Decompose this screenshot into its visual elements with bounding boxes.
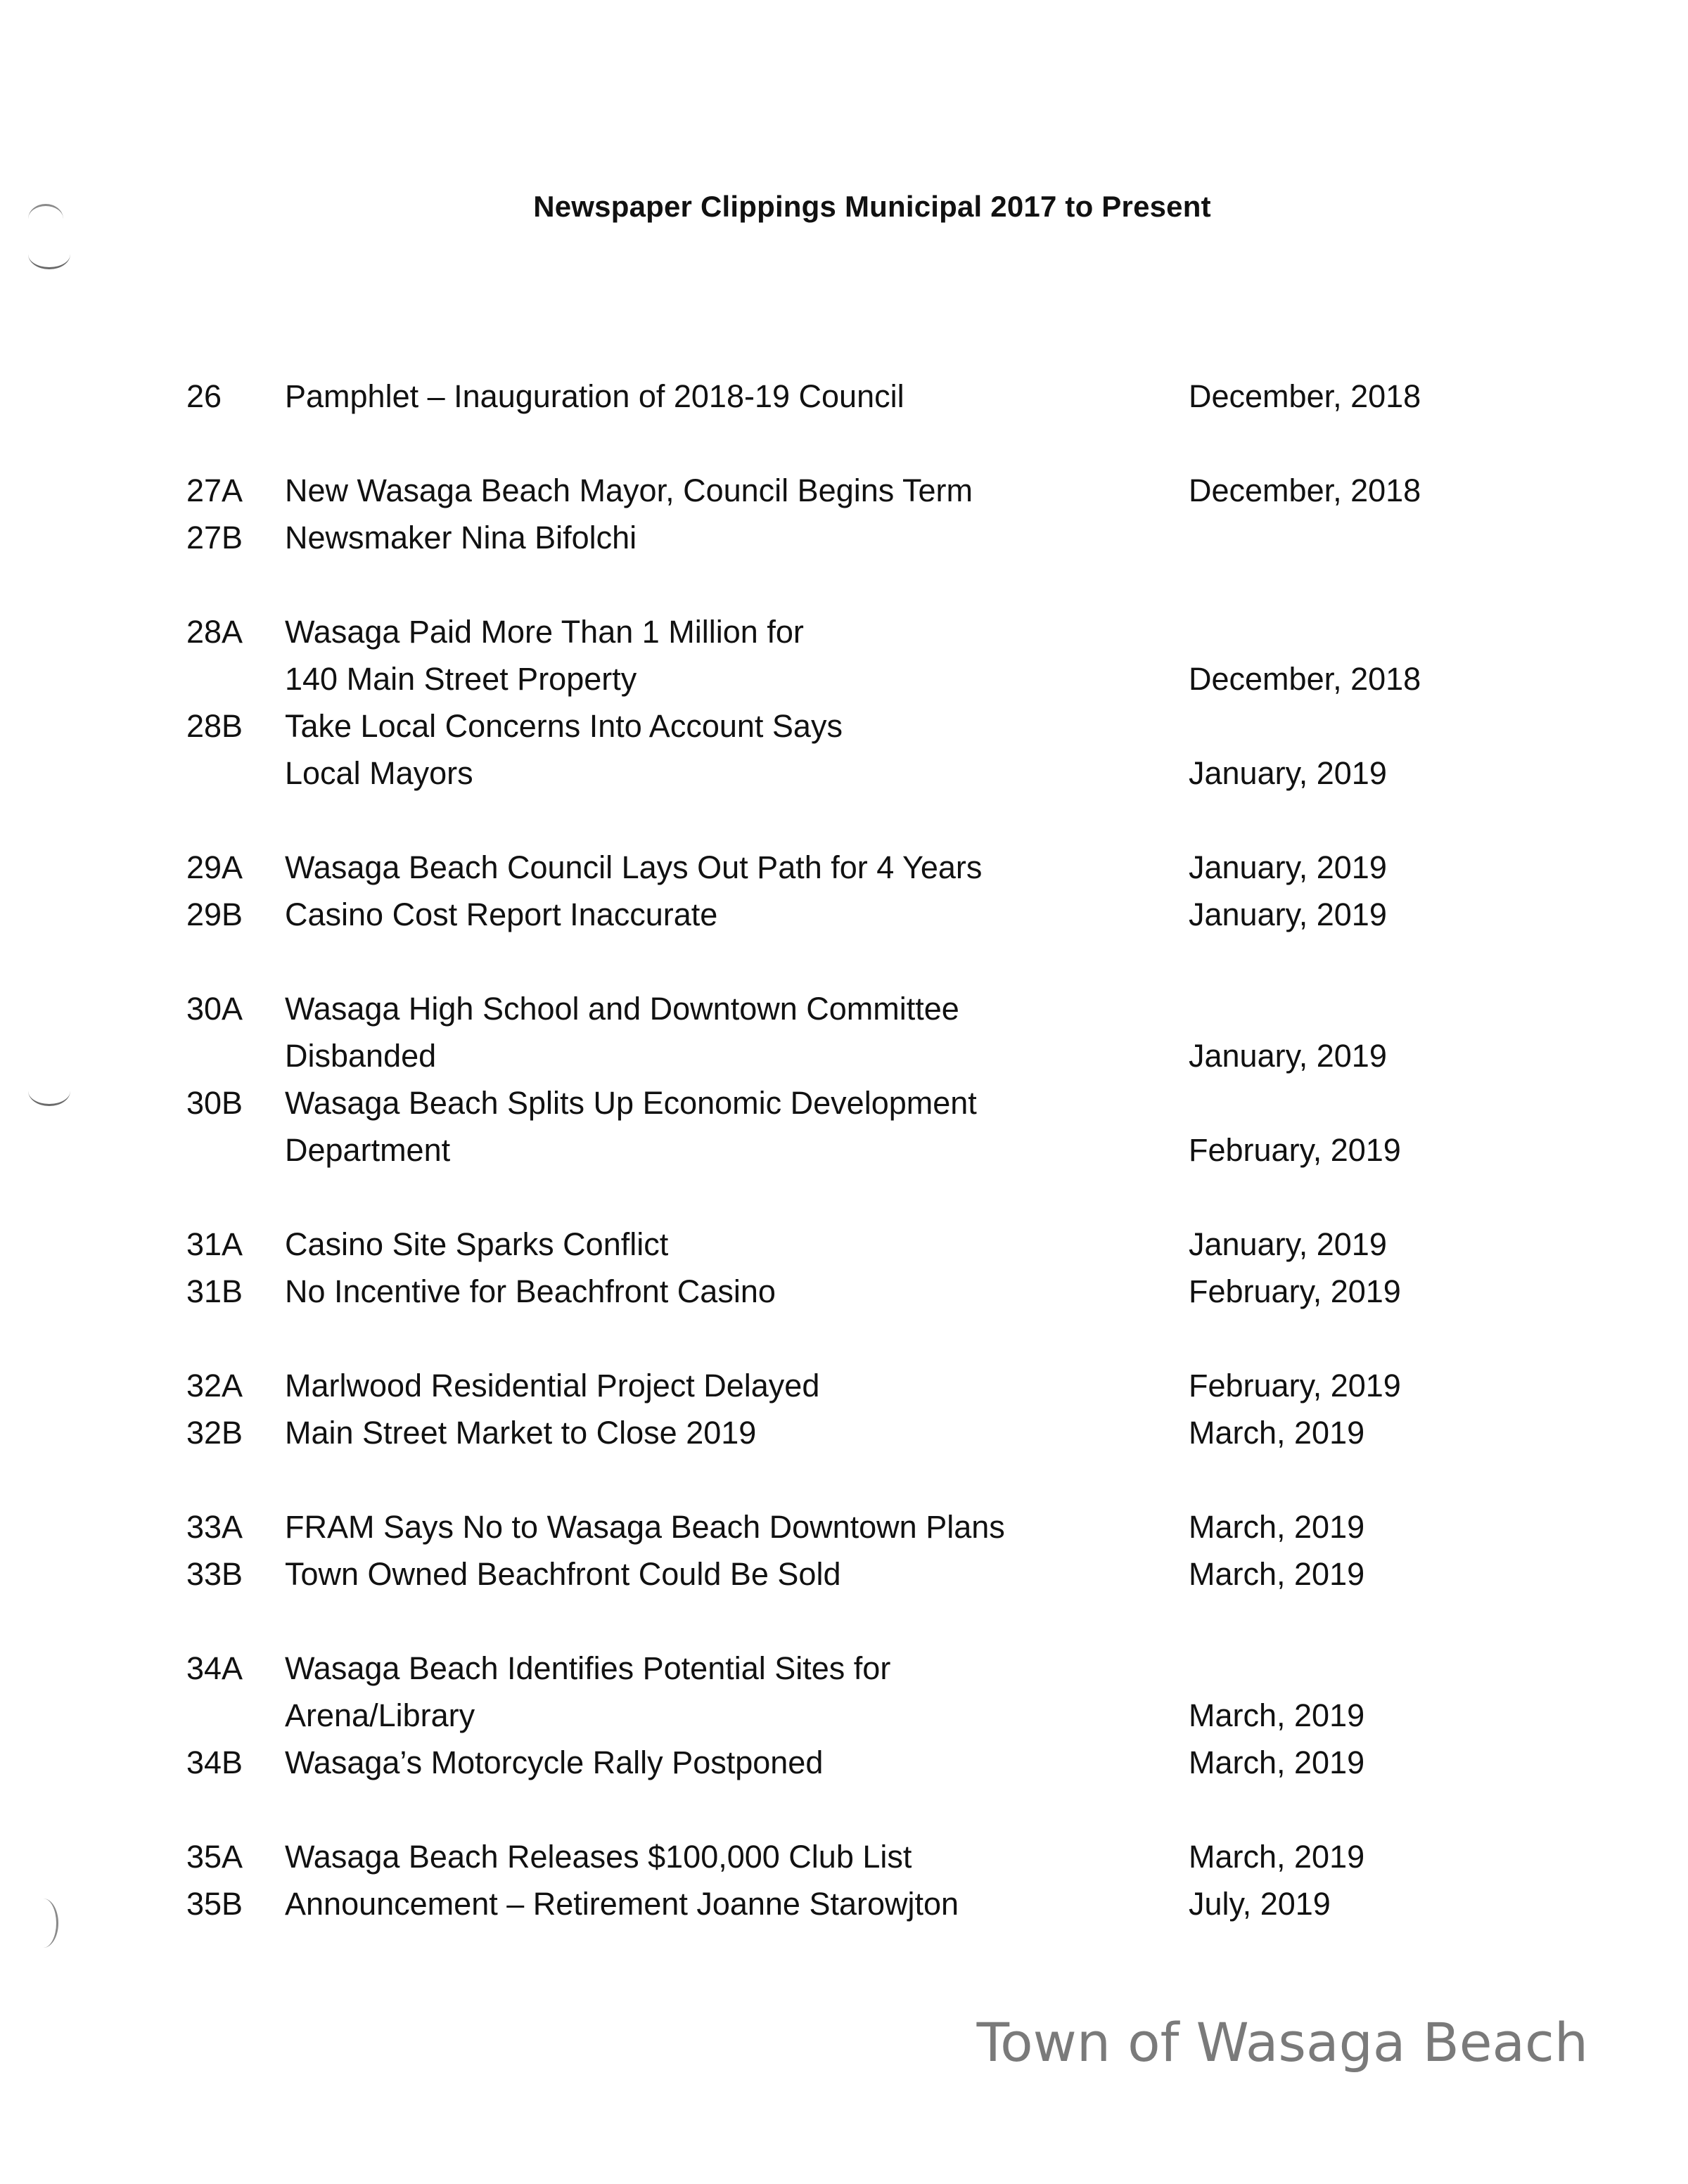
clipping-number: 33B [186,1556,243,1592]
clipping-number: 26 [186,378,222,414]
clipping-date: January, 2019 [1189,1038,1387,1074]
clipping-row [186,891,1452,938]
clipping-row [186,655,1452,702]
clipping-row [186,844,1452,891]
clipping-headline: 140 Main Street Property [285,661,637,697]
clipping-headline: Wasaga Beach Releases $100,000 Club List [285,1839,912,1875]
clipping-row [186,1362,1452,1409]
clipping-headline: FRAM Says No to Wasaga Beach Downtown Plans [285,1509,1005,1545]
clipping-number: 35A [186,1839,243,1875]
clipping-headline: New Wasaga Beach Mayor, Council Begins Term [285,473,973,508]
clipping-date: January, 2019 [1189,849,1387,885]
clipping-group [186,1362,1452,1456]
clipping-number: 29A [186,849,243,885]
clipping-date: February, 2019 [1189,1132,1401,1168]
clipping-row [186,1550,1452,1598]
clipping-date: March, 2019 [1189,1556,1365,1592]
clipping-number: 34A [186,1650,243,1686]
clipping-row [186,467,1452,514]
clipping-number: 28B [186,708,243,744]
clipping-group [186,608,1452,797]
clipping-row [186,1079,1452,1126]
clipping-headline: Announcement – Retirement Joanne Starowjton [285,1886,959,1922]
page-title: Newspaper Clippings Municipal 2017 to Present [533,190,1211,223]
clipping-row [186,1739,1452,1786]
clipping-headline: Wasaga High School and Downtown Committee [285,991,959,1027]
clipping-number: 32A [186,1368,243,1403]
clippings-list [186,373,1452,1974]
clipping-number: 27B [186,520,243,555]
clipping-headline: Marlwood Residential Project Delayed [285,1368,820,1403]
clipping-date: March, 2019 [1189,1839,1365,1875]
clipping-headline: No Incentive for Beachfront Casino [285,1273,776,1309]
clipping-number: 35B [186,1886,243,1922]
clipping-date: February, 2019 [1189,1368,1401,1403]
clipping-headline: Wasaga Beach Splits Up Economic Development [285,1085,977,1121]
clipping-number: 34B [186,1745,243,1780]
clipping-row [186,1645,1452,1692]
clipping-number: 29B [186,897,243,932]
clipping-group [186,467,1452,561]
clipping-number: 30B [186,1085,243,1121]
clipping-number: 30A [186,991,243,1027]
clipping-date: March, 2019 [1189,1697,1365,1733]
clipping-headline: Arena/Library [285,1697,475,1733]
clipping-headline: Disbanded [285,1038,437,1074]
clipping-row [186,702,1452,750]
clipping-group [186,1645,1452,1786]
clipping-headline: Newsmaker Nina Bifolchi [285,520,637,555]
clipping-number: 33A [186,1509,243,1545]
clipping-headline: Town Owned Beachfront Could Be Sold [285,1556,841,1592]
clipping-row [186,1409,1452,1456]
clipping-headline: Wasaga Beach Identifies Potential Sites for [285,1650,891,1686]
clipping-headline: Wasaga’s Motorcycle Rally Postponed [285,1745,824,1780]
clipping-row [186,750,1452,797]
clipping-date: January, 2019 [1189,755,1387,791]
clipping-row [186,1692,1452,1739]
clipping-headline: Department [285,1132,451,1168]
clipping-date: January, 2019 [1189,897,1387,932]
clipping-date: March, 2019 [1189,1509,1365,1545]
clipping-group [186,1833,1452,1927]
clipping-group [186,1503,1452,1598]
clipping-group [186,844,1452,938]
clipping-headline: Main Street Market to Close 2019 [285,1415,757,1451]
clipping-group [186,985,1452,1174]
clipping-number: 31B [186,1273,243,1309]
clipping-date: March, 2019 [1189,1415,1365,1451]
clipping-row [186,1503,1452,1550]
clipping-date: July, 2019 [1189,1886,1331,1922]
clipping-headline: Local Mayors [285,755,473,791]
clipping-row [186,1032,1452,1079]
clipping-number: 28A [186,614,243,650]
clipping-headline: Casino Site Sparks Conflict [285,1226,669,1262]
clipping-row [186,1221,1452,1268]
clipping-group [186,373,1452,420]
binder-hole-mark [28,1076,70,1106]
clipping-row [186,514,1452,561]
clipping-date: February, 2019 [1189,1273,1401,1309]
clipping-row [186,608,1452,655]
clipping-headline: Wasaga Beach Council Lays Out Path for 4 Years [285,849,983,885]
clipping-row [186,1833,1452,1880]
clipping-date: December, 2018 [1189,473,1421,508]
clipping-date: March, 2019 [1189,1745,1365,1780]
clipping-date: December, 2018 [1189,378,1421,414]
footer-watermark: Town of Wasaga Beach [976,2011,1588,2074]
clipping-row [186,1268,1452,1315]
clipping-headline: Casino Cost Report Inaccurate [285,897,718,932]
clipping-row [186,985,1452,1032]
binder-hole-mark [28,239,70,269]
clipping-date: January, 2019 [1189,1226,1387,1262]
clipping-headline: Take Local Concerns Into Account Says [285,708,843,744]
clipping-row [186,1880,1452,1927]
clipping-date: December, 2018 [1189,661,1421,697]
clipping-row [186,1126,1452,1174]
clipping-group [186,1221,1452,1315]
binder-hole-mark [28,1899,58,1948]
clipping-row [186,373,1452,420]
clipping-headline: Pamphlet – Inauguration of 2018-19 Council [285,378,904,414]
clipping-headline: Wasaga Paid More Than 1 Million for [285,614,804,650]
clipping-number: 32B [186,1415,243,1451]
clipping-number: 27A [186,473,243,508]
clipping-number: 31A [186,1226,243,1262]
